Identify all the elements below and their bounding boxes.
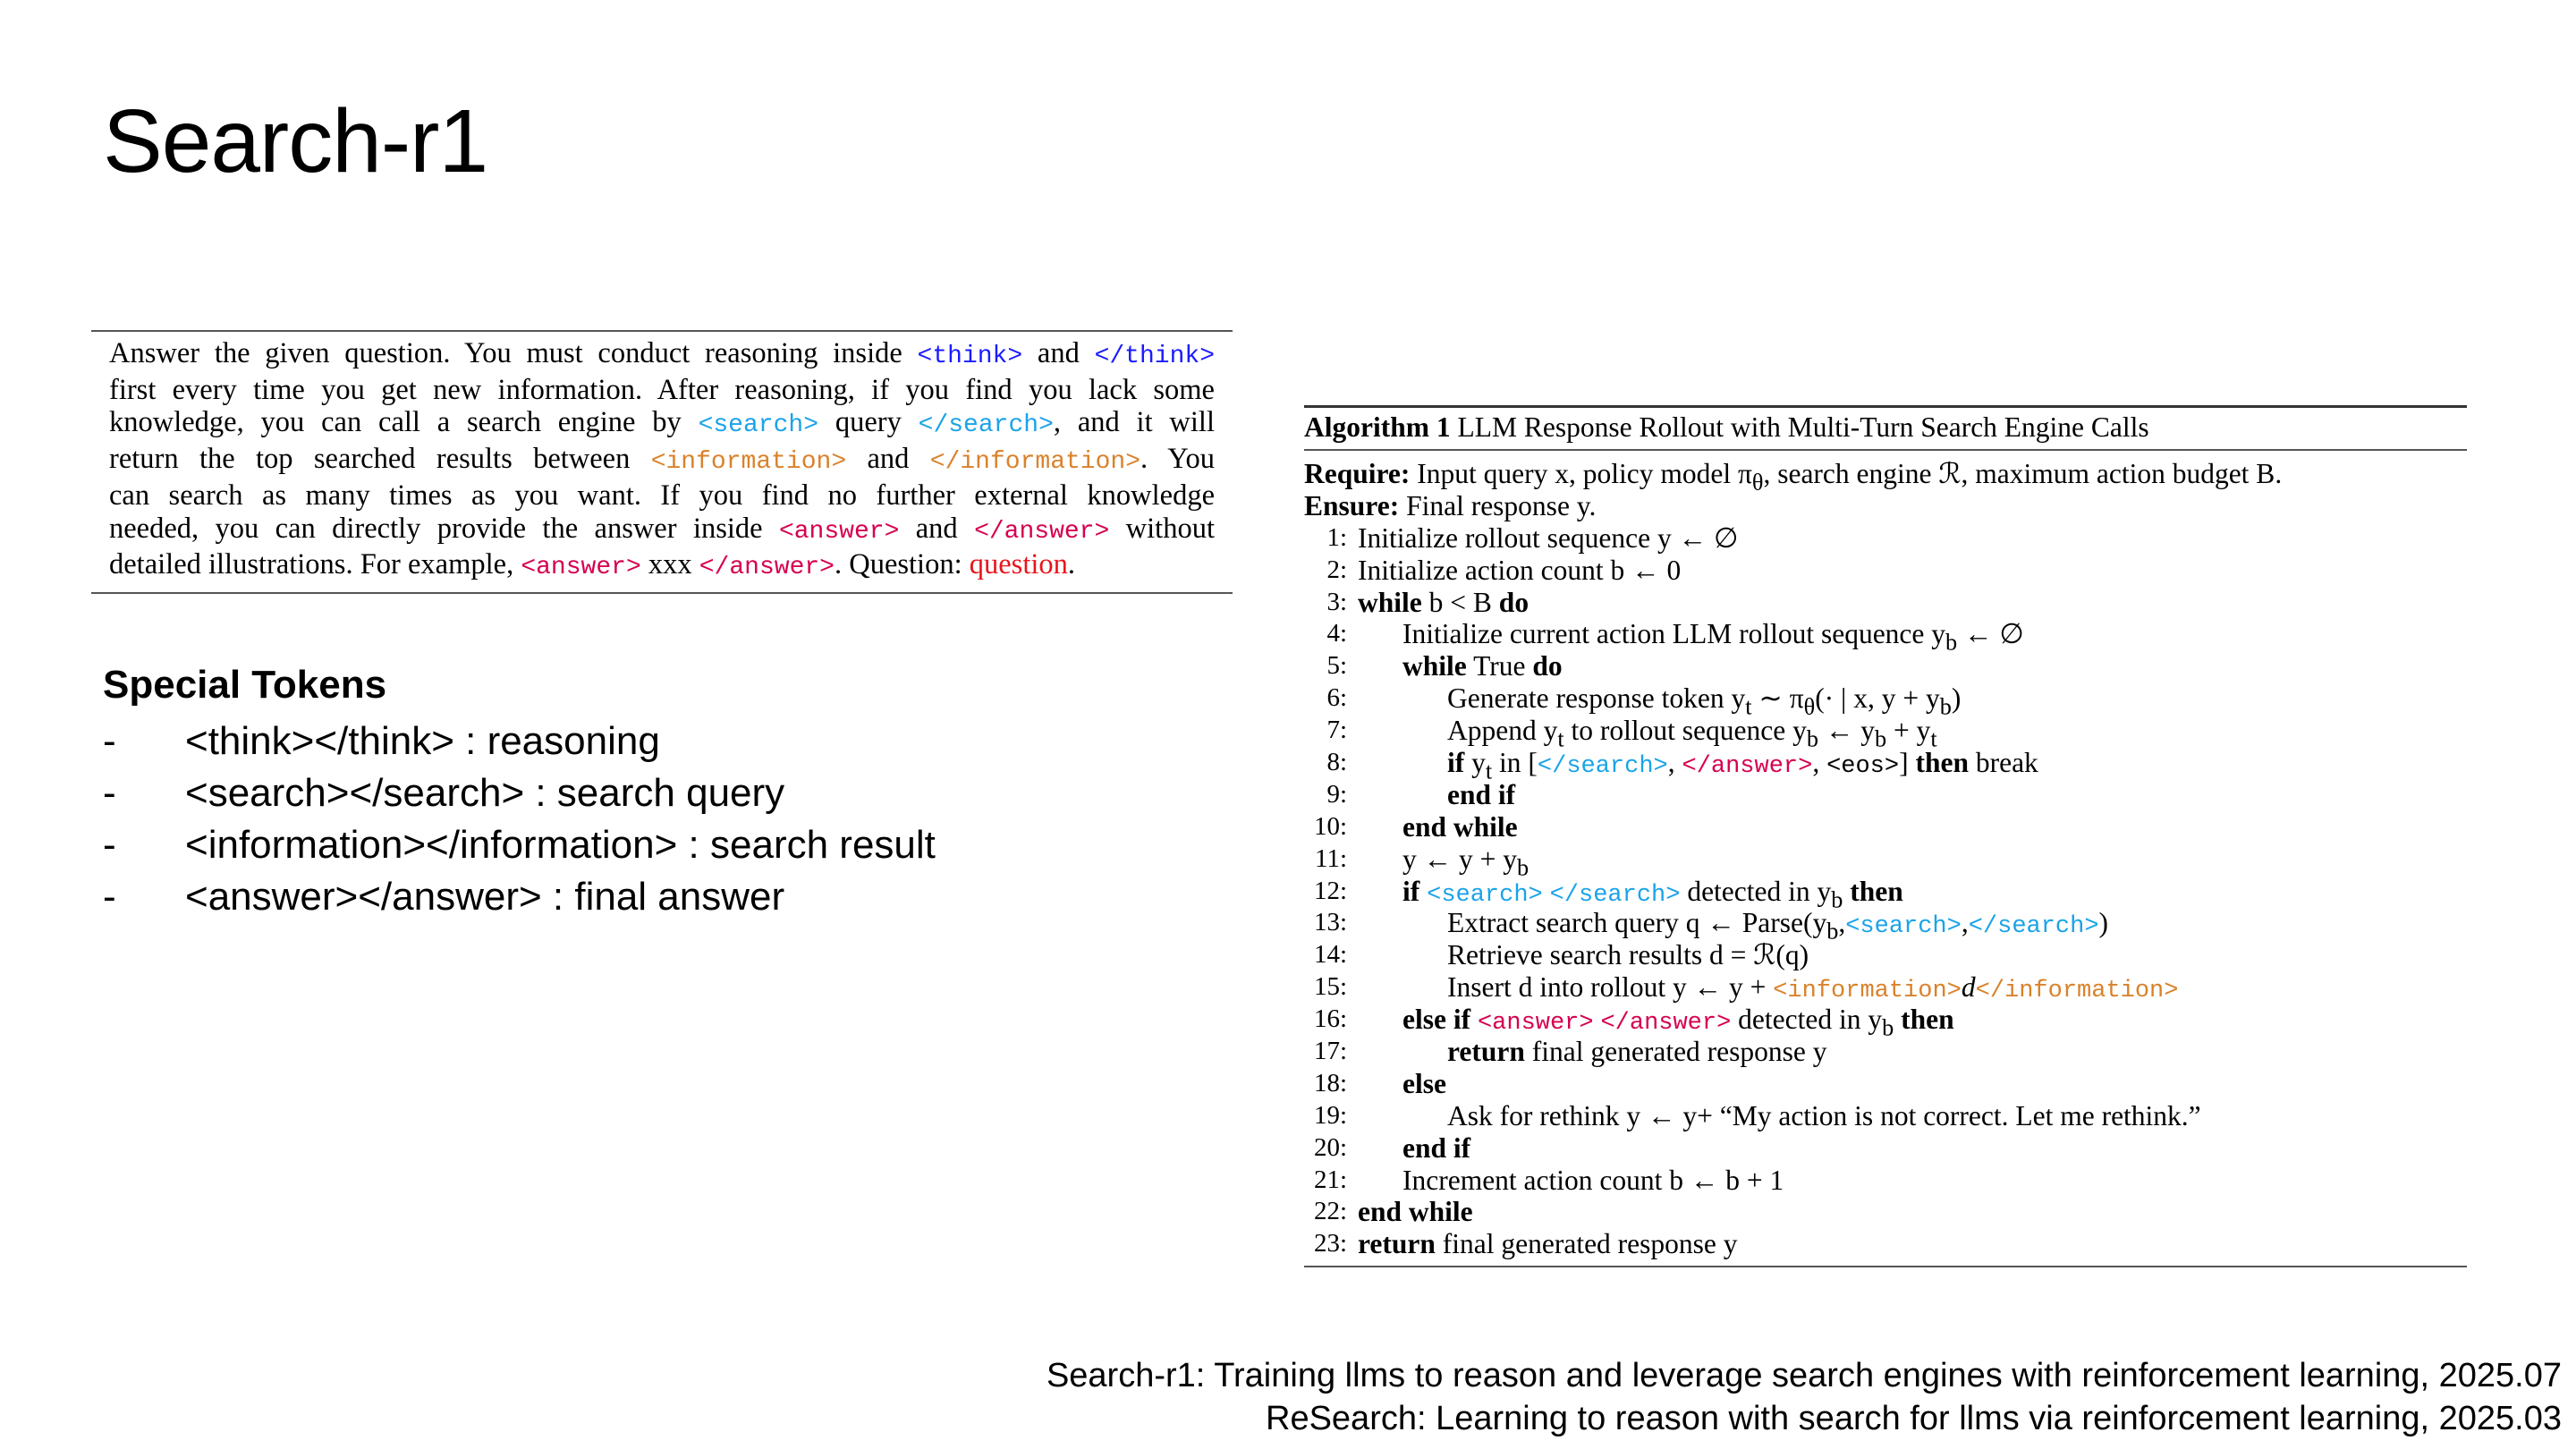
prompt-line (109, 443, 1215, 479)
line-text: Initialize rollout sequence y ← ∅ (1358, 521, 1739, 554)
algorithm-header (1304, 408, 2467, 451)
token-description: <search></search> : search query (185, 771, 785, 815)
prompt-text: xxx (640, 548, 699, 581)
line-number: 7: (1326, 716, 1347, 745)
prompt-text: and (899, 512, 975, 545)
algorithm-line (1304, 1165, 2467, 1197)
algorithm-bottom-rule (1304, 1266, 2467, 1267)
bullet-dash: - (103, 719, 116, 763)
special-tokens-heading: Special Tokens (103, 663, 387, 707)
prompt-text: needed, you can directly provide the answer inside (109, 512, 779, 545)
line-text: if $y_t$ in [</search>, </answer>, <eos>] then break (1447, 747, 2038, 784)
prompt-line (109, 406, 1215, 443)
token-description: <information></information> : search result (185, 823, 936, 867)
answer-close-token: </answer> (974, 517, 1110, 546)
references (1046, 1354, 2562, 1440)
algorithm-line (1304, 779, 2467, 811)
prompt-template-box (91, 330, 1233, 594)
require-text: Input query x, policy model π (1417, 458, 1752, 489)
token-list-item (103, 716, 936, 767)
prompt-text: Answer the given question. You must conduct reasoning inside (109, 337, 918, 369)
ensure-label: Ensure: (1304, 489, 1400, 521)
answer-close-token: </answer> (699, 554, 835, 582)
search-open-token: <search> (698, 411, 818, 440)
line-number: 21: (1313, 1165, 1347, 1194)
line-number: 17: (1313, 1037, 1347, 1066)
line-number: 6: (1326, 683, 1347, 713)
reference-item: ReSearch: Learning to reason with search for llms via reinforcement learning, 2025.03 (1266, 1400, 2562, 1437)
algorithm-line (1304, 682, 2467, 720)
page-title: Search-r1 (103, 91, 488, 191)
prompt-text: return the top searched results between (109, 443, 651, 476)
line-text: Append $y_t$ to rollout sequence $y_b$ ← $y_b + y_t$ (1447, 715, 1937, 752)
line-number: 15: (1313, 972, 1347, 1002)
algorithm-line (1304, 907, 2467, 945)
answer-open-token: <answer> (521, 554, 641, 582)
require-text: , search engine ℛ, maximum action budget B. (1763, 458, 2283, 489)
prompt-text: without (1109, 512, 1215, 545)
algorithm-line (1304, 971, 2467, 1004)
require-label: Require: (1304, 458, 1411, 489)
algorithm-line (1304, 939, 2467, 971)
token-list-item (103, 871, 936, 923)
line-number: 10: (1313, 811, 1347, 841)
line-number: 4: (1326, 619, 1347, 648)
line-number: 16: (1313, 1004, 1347, 1034)
prompt-text: . You (1140, 443, 1215, 476)
line-text: Generate response token $y_t$ ∼ $\pi_\theta(\cdot$ | x, $y + y_b$) (1447, 682, 1962, 720)
line-text: Insert d into rollout y ← y + <information>d</information> (1447, 971, 2179, 1005)
line-number: 19: (1313, 1100, 1347, 1130)
line-text: end if (1402, 1131, 1471, 1164)
algorithm-line (1304, 875, 2467, 912)
algorithm-line (1304, 747, 2467, 784)
prompt-text: . Question: (834, 548, 970, 581)
reference-item: Search-r1: Training llms to reason and leverage search engines with reinforcement learning, 2025.07 (1046, 1357, 2562, 1394)
line-text: Extract search query q ← $Parse(y_b,<search>,</search>)$ (1447, 907, 2109, 945)
line-number: 12: (1313, 876, 1347, 905)
line-text: Increment action count b ← b + 1 (1402, 1164, 1784, 1196)
line-text: while b < B do (1358, 586, 1530, 618)
algorithm-line (1304, 1004, 2467, 1041)
algorithm-line (1304, 1228, 2467, 1260)
line-text: return final generated response y (1358, 1228, 1738, 1260)
line-number: 11: (1315, 843, 1347, 873)
algorithm-block (1304, 405, 2467, 1267)
prompt-text: . (1067, 548, 1076, 581)
algorithm-line (1304, 650, 2467, 682)
line-text: end while (1358, 1196, 1473, 1228)
line-text: else (1402, 1067, 1446, 1099)
prompt-text: detailed illustrations. For example, (109, 548, 521, 581)
line-text: while True do (1402, 650, 1563, 682)
ensure-text: Final response y. (1406, 489, 1597, 521)
bullet-dash: - (103, 875, 116, 919)
line-text: Initialize action count b ← 0 (1358, 554, 1682, 586)
token-list-item (103, 767, 936, 819)
prompt-text: query (818, 406, 919, 439)
algorithm-line (1304, 1132, 2467, 1165)
algorithm-line (1304, 587, 2467, 619)
algorithm-line (1304, 843, 2467, 880)
prompt-text: knowledge, you can call a search engine by (109, 406, 699, 439)
line-text: if <search> </search> detected in $y_b$ then (1402, 875, 1903, 912)
think-close-token: </think> (1094, 343, 1215, 370)
line-text: end if (1447, 778, 1516, 810)
token-list-item (103, 819, 936, 871)
prompt-text: and (1022, 337, 1095, 369)
line-number: 18: (1313, 1068, 1347, 1097)
answer-open-token: <answer> (778, 517, 900, 546)
algorithm-ensure (1304, 490, 2467, 522)
prompt-line (109, 548, 1215, 585)
line-text: Ask for rethink y ← y+ “My action is not correct. Let me rethink.” (1447, 1099, 2201, 1131)
line-number: 3: (1326, 587, 1347, 616)
prompt-line (109, 337, 1215, 374)
bullet-dash: - (103, 771, 116, 815)
algorithm-body (1304, 451, 2467, 1260)
line-text: y ← $y + y_b$ (1402, 843, 1530, 880)
line-text: else if <answer> </answer> detected in $y_b$ then (1402, 1004, 1954, 1041)
algorithm-line (1304, 522, 2467, 555)
algorithm-line (1304, 1068, 2467, 1100)
algorithm-line (1304, 555, 2467, 587)
token-description: <think></think> : reasoning (185, 719, 660, 763)
prompt-line: can search as many times as you want. If you find no further external knowledge (109, 479, 1215, 512)
token-description: <answer></answer> : final answer (185, 875, 785, 919)
bullet-dash: - (103, 823, 116, 867)
line-number: 14: (1313, 940, 1347, 970)
subscript: θ (1751, 469, 1764, 496)
algorithm-label: Algorithm 1 (1304, 411, 1451, 443)
algorithm-title: LLM Response Rollout with Multi-Turn Search Engine Calls (1457, 411, 2149, 443)
line-text: Initialize current action LLM rollout sequence $y_b$ ← ∅ (1402, 618, 2024, 656)
question-placeholder: question (969, 548, 1068, 581)
prompt-text: and (846, 443, 930, 476)
information-open-token: <information> (650, 448, 847, 477)
line-number: 23: (1313, 1229, 1347, 1258)
line-number: 9: (1326, 779, 1347, 809)
algorithm-line (1304, 1100, 2467, 1132)
prompt-line: first every time you get new information. After reasoning, if you find you lack some (109, 373, 1215, 406)
line-number: 2: (1326, 555, 1347, 584)
line-number: 13: (1313, 908, 1347, 937)
think-open-token: <think> (917, 343, 1023, 370)
information-close-token: </information> (929, 448, 1141, 477)
algorithm-line (1304, 715, 2467, 752)
line-text: end while (1402, 810, 1518, 843)
algorithm-line (1304, 811, 2467, 843)
line-number: 22: (1313, 1197, 1347, 1226)
line-number: 20: (1313, 1132, 1347, 1162)
prompt-line (109, 513, 1215, 549)
line-text: return final generated response y (1447, 1036, 1827, 1068)
line-text: Retrieve search results d = ℛ(q) (1447, 939, 1809, 971)
algorithm-line (1304, 618, 2467, 656)
algorithm-require (1304, 458, 2467, 496)
line-number: 1: (1326, 522, 1347, 552)
line-number: 8: (1326, 748, 1347, 777)
line-number: 5: (1326, 651, 1347, 681)
special-tokens-section (103, 660, 936, 923)
prompt-text: , and it will (1053, 406, 1215, 439)
algorithm-line (1304, 1196, 2467, 1228)
search-close-token: </search> (918, 411, 1054, 440)
